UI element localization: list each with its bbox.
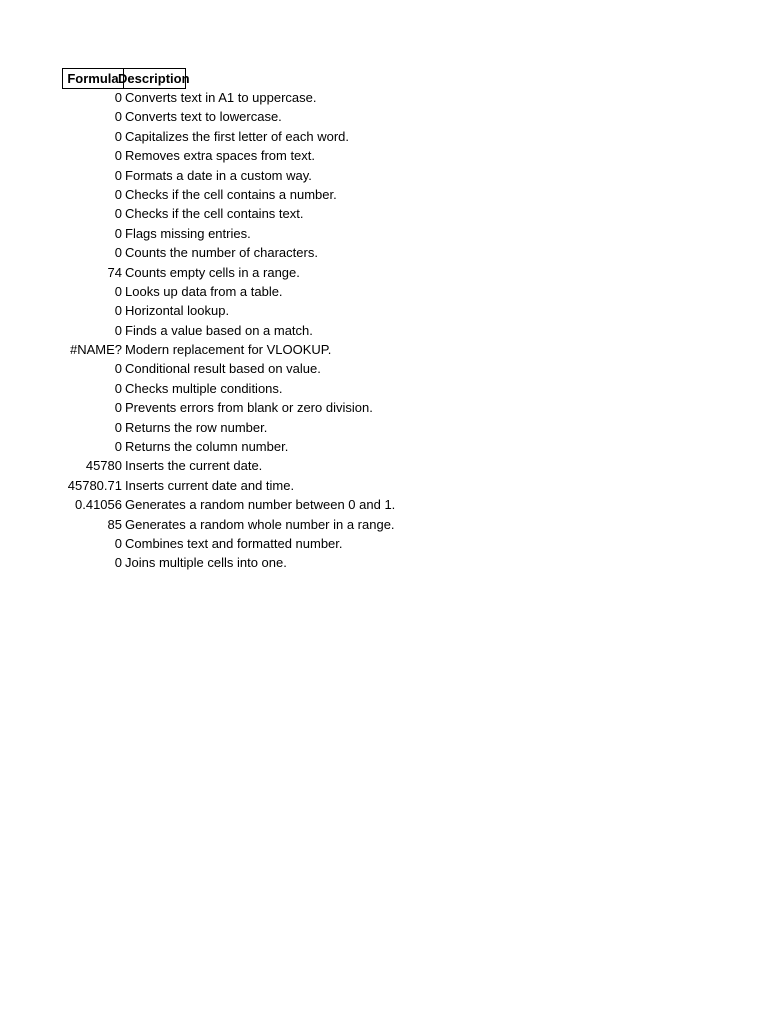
- description-cell[interactable]: [123, 321, 313, 340]
- table-row: [62, 398, 395, 417]
- formula-result-cell[interactable]: [62, 263, 123, 282]
- formula-column-header[interactable]: [62, 68, 124, 89]
- table-row: [62, 204, 395, 223]
- table-row: [62, 321, 395, 340]
- formula-result-cell[interactable]: [62, 282, 123, 301]
- description-cell[interactable]: [123, 379, 283, 398]
- table-row: [62, 495, 395, 514]
- description-cell[interactable]: [123, 243, 318, 262]
- formula-result-value: 0: [114, 148, 122, 164]
- formula-result-cell[interactable]: [62, 379, 123, 398]
- table-row: [62, 515, 395, 534]
- formula-result-value: 0: [114, 555, 122, 571]
- description-text: Removes extra spaces from text.: [125, 148, 316, 164]
- formula-result-value: 74: [107, 264, 122, 280]
- formula-result-cell[interactable]: [62, 321, 123, 340]
- formula-result-cell[interactable]: [62, 398, 123, 417]
- description-text: Generates a random whole number in a range.: [125, 516, 395, 532]
- description-cell[interactable]: [123, 495, 395, 514]
- description-cell[interactable]: [123, 456, 262, 475]
- formula-result-value: 0: [114, 167, 122, 183]
- formula-result-value: 0: [114, 128, 122, 144]
- formula-result-value: 0: [114, 439, 122, 455]
- formula-result-cell[interactable]: [62, 107, 123, 126]
- description-text: Inserts the current date.: [125, 458, 263, 474]
- formula-result-cell[interactable]: [62, 146, 123, 165]
- description-cell[interactable]: [123, 418, 267, 437]
- table-row: [62, 340, 395, 359]
- table-row: [62, 418, 395, 437]
- description-cell[interactable]: [123, 146, 315, 165]
- formula-result-value: 0: [114, 322, 122, 338]
- table-row: [62, 534, 395, 553]
- description-text: Capitalizes the first letter of each word.: [125, 128, 349, 144]
- description-cell[interactable]: [123, 88, 317, 107]
- formula-result-cell[interactable]: [62, 553, 123, 572]
- formula-result-value: #NAME?: [69, 342, 122, 358]
- description-column-header[interactable]: [118, 68, 190, 89]
- formula-result-value: 0: [114, 186, 122, 202]
- table-row: [62, 224, 395, 243]
- table-row: [62, 553, 395, 572]
- formula-result-cell[interactable]: [62, 534, 123, 553]
- description-header-label: Description: [118, 71, 190, 86]
- description-text: Modern replacement for VLOOKUP.: [125, 342, 332, 358]
- description-cell[interactable]: [123, 224, 251, 243]
- formula-result-cell[interactable]: [62, 418, 123, 437]
- table-row: [62, 185, 395, 204]
- description-text: Checks if the cell contains text.: [125, 206, 304, 222]
- table-row: [62, 379, 395, 398]
- formula-result-value: 0: [114, 225, 122, 241]
- formula-result-cell[interactable]: [62, 204, 123, 223]
- formula-result-cell[interactable]: [62, 437, 123, 456]
- description-text: Counts empty cells in a range.: [125, 264, 300, 280]
- description-cell[interactable]: [123, 340, 331, 359]
- table-row: [62, 107, 395, 126]
- table-row: [62, 166, 395, 185]
- formula-result-cell[interactable]: [62, 301, 123, 320]
- table-row: [62, 359, 395, 378]
- table-row: [62, 437, 395, 456]
- formula-result-value: 0: [114, 535, 122, 551]
- formula-result-cell[interactable]: [62, 88, 123, 107]
- formula-result-value: 0: [114, 245, 122, 261]
- table-row: [62, 456, 395, 475]
- table-row: [62, 301, 395, 320]
- formula-result-cell[interactable]: [62, 476, 123, 495]
- table-row: [62, 146, 395, 165]
- formula-result-cell[interactable]: [62, 359, 123, 378]
- description-cell[interactable]: [123, 437, 288, 456]
- description-cell[interactable]: [123, 398, 373, 417]
- description-text: Generates a random number between 0 and 1.: [125, 497, 396, 513]
- description-cell[interactable]: [123, 263, 300, 282]
- description-text: Flags missing entries.: [125, 225, 251, 241]
- formula-result-cell[interactable]: [62, 166, 123, 185]
- description-text: Inserts current date and time.: [125, 477, 295, 493]
- formula-result-value: 45780: [85, 458, 122, 474]
- formula-result-cell[interactable]: [62, 243, 123, 262]
- description-cell[interactable]: [123, 476, 294, 495]
- table-row: [62, 88, 395, 107]
- formula-result-value: 0: [114, 400, 122, 416]
- description-cell[interactable]: [123, 553, 287, 572]
- description-cell[interactable]: [123, 515, 395, 534]
- formula-result-cell[interactable]: [62, 340, 123, 359]
- table-row: [62, 282, 395, 301]
- description-text: Returns the column number.: [125, 439, 289, 455]
- formula-result-cell[interactable]: [62, 185, 123, 204]
- table-row: [62, 243, 395, 262]
- formula-header-label: Formula: [67, 71, 119, 86]
- description-cell[interactable]: [123, 204, 303, 223]
- formula-result-value: 0: [114, 380, 122, 396]
- formula-result-value: 0.41056: [75, 497, 122, 513]
- formula-result-value: 0: [114, 303, 122, 319]
- description-cell[interactable]: [123, 534, 343, 553]
- description-cell[interactable]: [123, 127, 349, 146]
- description-text: Prevents errors from blank or zero division.: [125, 400, 373, 416]
- formula-result-cell[interactable]: [62, 515, 123, 534]
- description-cell[interactable]: [123, 166, 312, 185]
- formula-result-value: 85: [107, 516, 122, 532]
- description-text: Checks multiple conditions.: [125, 380, 283, 396]
- description-text: Checks if the cell contains a number.: [125, 186, 337, 202]
- description-text: Converts text in A1 to uppercase.: [125, 90, 317, 105]
- formula-result-value: 0: [114, 361, 122, 377]
- formula-result-cell[interactable]: [62, 127, 123, 146]
- description-text: Combines text and formatted number.: [125, 535, 343, 551]
- description-text: Finds a value based on a match.: [125, 322, 313, 338]
- table-row: [62, 127, 395, 146]
- formula-result-cell[interactable]: [62, 224, 123, 243]
- description-cell[interactable]: [123, 185, 337, 204]
- formula-result-value: 0: [114, 283, 122, 299]
- formula-result-value: 0: [114, 109, 122, 125]
- description-text: Looks up data from a table.: [125, 283, 283, 299]
- data-rows: [62, 88, 395, 573]
- header-row: [62, 68, 395, 89]
- description-text: Horizontal lookup.: [125, 303, 230, 319]
- spreadsheet-page: [62, 68, 395, 573]
- description-cell[interactable]: [123, 301, 229, 320]
- description-text: Converts text to lowercase.: [125, 109, 282, 125]
- formula-result-value: 45780.71: [67, 477, 122, 493]
- description-text: Counts the number of characters.: [125, 245, 318, 261]
- table-row: [62, 476, 395, 495]
- description-text: Returns the row number.: [125, 419, 268, 435]
- formula-result-value: 0: [114, 419, 122, 435]
- formula-result-cell[interactable]: [62, 495, 123, 514]
- description-cell[interactable]: [123, 107, 282, 126]
- formula-result-value: 0: [114, 206, 122, 222]
- description-text: Joins multiple cells into one.: [125, 555, 287, 571]
- description-cell[interactable]: [123, 282, 283, 301]
- description-text: Formats a date in a custom way.: [125, 167, 312, 183]
- description-cell[interactable]: [123, 359, 321, 378]
- description-text: Conditional result based on value.: [125, 361, 321, 377]
- formula-result-value: 0: [114, 90, 122, 105]
- formula-result-cell[interactable]: [62, 456, 123, 475]
- table-row: [62, 263, 395, 282]
